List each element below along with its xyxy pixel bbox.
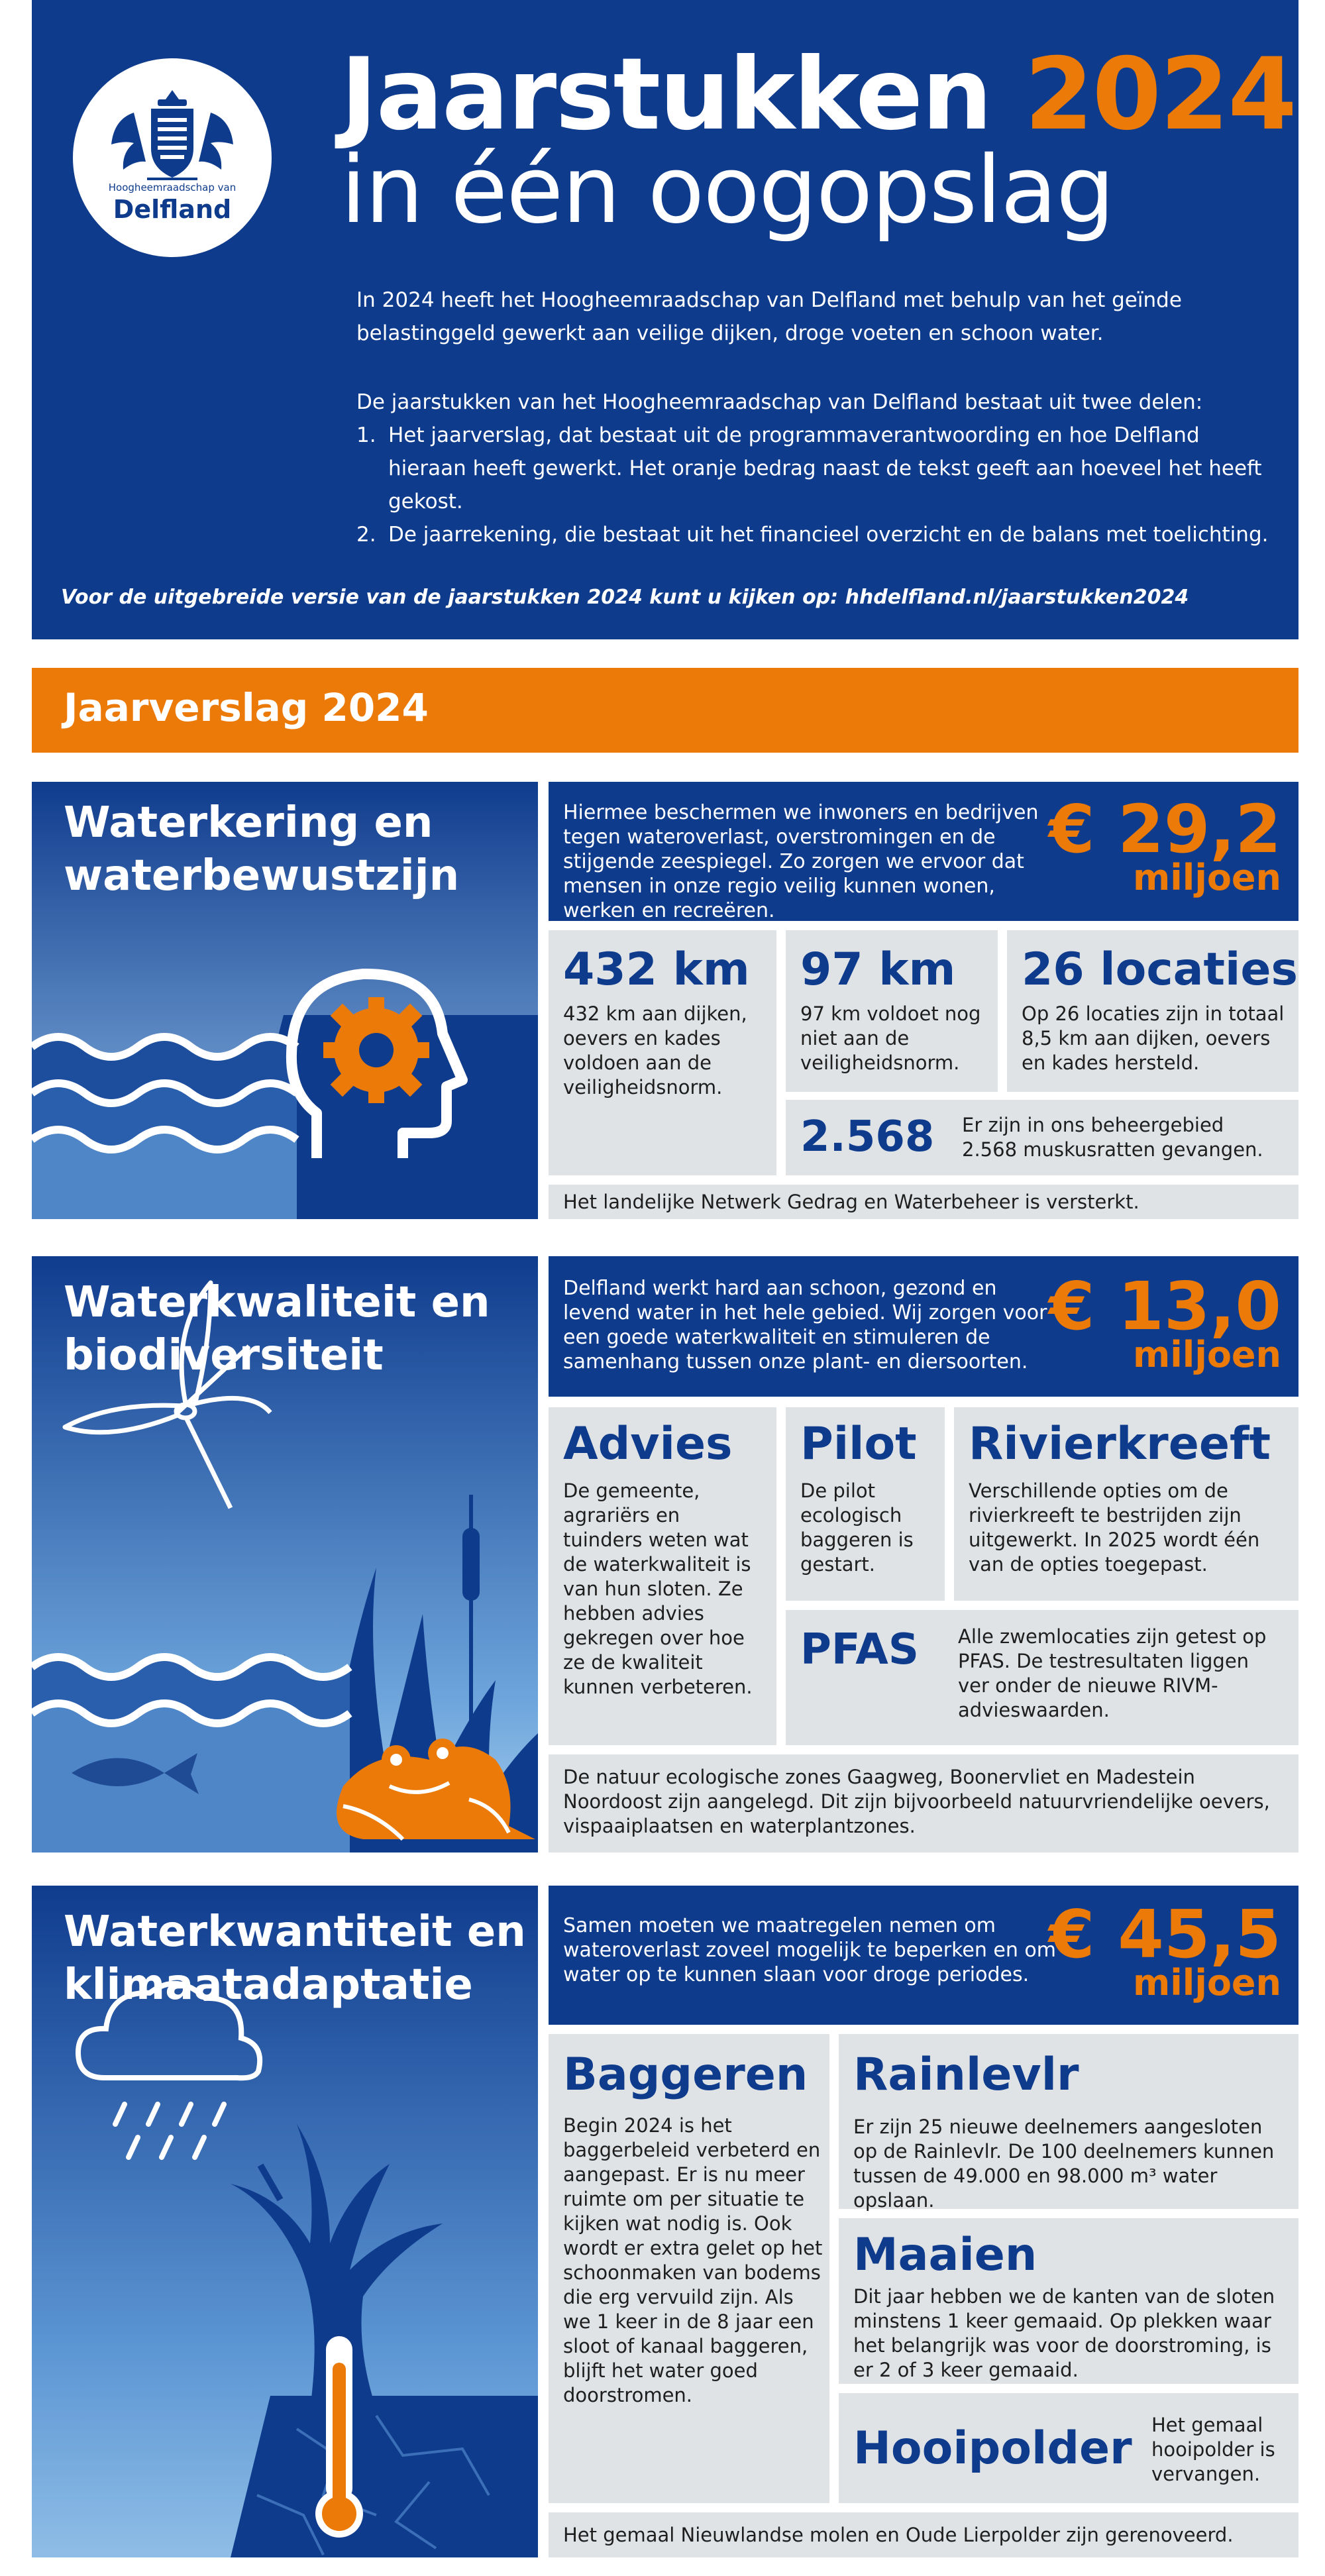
section-footer-text: De natuur ecologische zones Gaagweg, Boonervliet en Madestein Noordoost zijn aangelegd. Dit zijn bijvoorbeeld natuurvriendelijke oevers, vispaaiplaatsen en waterplantzones. (563, 1766, 1270, 1837)
section-title-line: Waterkering en (64, 798, 433, 847)
stat-text: Alle zwemlocaties zijn getest op PFAS. De testresultaten liggen ver onder de nieuwe RIVM-advieswaarden. (958, 1625, 1267, 1721)
section-intro-box (549, 782, 1298, 921)
intro-parts-lead: De jaarstukken van het Hoogheemraadschap van Delfland bestaat uit twee delen: (356, 390, 1203, 414)
delfland-logo (73, 58, 272, 257)
stat-card (839, 2034, 1298, 2212)
section-title (64, 1905, 526, 2012)
section-amount-unit: miljoen (1133, 1962, 1281, 2004)
logo-subtitle: Hoogheemraadschap van (108, 182, 237, 193)
full-version-link[interactable]: Voor de uitgebreide versie van de jaarstukken 2024 kunt u kijken op: hhdelfland.nl/jaarstukken2024 (61, 586, 1189, 609)
list-number: 1. (356, 423, 376, 447)
stat-text: De gemeente, agrariërs en tuinders weten wat de waterkwaliteit is van hun sloten. Ze hebben advies gekregen over hoe ze de kwaliteit kunnen verbeteren. (563, 1479, 753, 1698)
stat-heading: 26 locaties (1022, 943, 1298, 996)
logo-name: Delfland (113, 195, 232, 224)
stat-heading: Hooipolder (853, 2422, 1132, 2475)
page-title (341, 37, 1296, 152)
section-intro-box (549, 1256, 1298, 1397)
stat-text: 97 km voldoet nog niet aan de veiligheidsnorm. (800, 1002, 981, 1074)
section-amount: € 29,2 (1048, 790, 1281, 868)
stat-text: 432 km aan dijken, oevers en kades voldoen aan de veiligheidsnorm. (563, 1002, 747, 1099)
section-title-line: Waterkwantiteit en (64, 1907, 526, 1957)
stat-card (786, 930, 998, 1092)
stat-card (786, 1610, 1298, 1745)
stat-heading: Baggeren (563, 2049, 808, 2101)
stat-text: Er zijn 25 nieuwe deelnemers aangesloten op de Rainlevlr. De 100 deelnemers kunnen tussen de 49.000 en 98.000 m³ water opslaan. (853, 2116, 1275, 2212)
delfland-crest-icon (73, 58, 272, 257)
page-subtitle: in één oogopslag (341, 136, 1114, 244)
list-text: Het jaarverslag, dat bestaat uit de programmaverantwoording en hoe Delfland hieraan heeft gewerkt. Het oranje bedrag naast de tekst geeft aan hoeveel het heeft gekost. (388, 423, 1262, 513)
header-panel (32, 0, 1298, 639)
jaarverslag-title: Jaarverslag 2024 (64, 685, 429, 730)
section-footer-text: Het gemaal Nieuwlandse molen en Oude Lierpolder zijn gerenoveerd. (563, 2524, 1234, 2546)
stat-text: Op 26 locaties zijn in totaal 8,5 km aan dijken, oevers en kades hersteld. (1022, 1002, 1285, 1074)
stat-text: Het gemaal hooipolder is vervangen. (1151, 2414, 1275, 2485)
stat-card (954, 1407, 1298, 1601)
section-title (64, 796, 459, 902)
section-amount-unit: miljoen (1133, 1334, 1281, 1375)
stat-card (839, 2393, 1298, 2503)
stat-card (786, 1407, 945, 1601)
stat-heading: Advies (563, 1418, 733, 1470)
stat-card (1007, 930, 1298, 1092)
section-title-line: biodiversiteit (64, 1331, 384, 1380)
stat-heading: Pilot (800, 1418, 917, 1470)
list-text: De jaarrekening, die bestaat uit het financieel overzicht en de balans met toelichting. (388, 523, 1269, 547)
section-intro-text: Delfland werkt hard aan schoon, gezond en levend water in het hele gebied. Wij zorgen voor een goede waterkwaliteit en stimuleren de samenhang tussen onze plant- en diersoorten. (563, 1277, 1047, 1373)
stat-text: Er zijn in ons beheergebied 2.568 muskusratten gevangen. (962, 1114, 1263, 1161)
section-footer (549, 2512, 1298, 2557)
section-title (64, 1276, 490, 1382)
stat-card (549, 2034, 829, 2503)
section-waterkering-illustration (32, 782, 538, 1219)
stat-heading: 432 km (563, 943, 750, 996)
stat-heading: Rainlevlr (853, 2049, 1079, 2101)
section-intro-text: Hiermee beschermen we inwoners en bedrijven tegen wateroverlast, overstromingen en de stijgende zeespiegel. Zo zorgen we ervoor dat mensen in onze regio veilig kunnen wonen, werken en recreëren. (563, 801, 1039, 922)
stat-heading: Rivierkreeft (969, 1418, 1271, 1470)
section-amount: € 45,5 (1048, 1896, 1281, 1973)
stat-text: De pilot ecologisch baggeren is gestart. (800, 1479, 914, 1576)
stat-heading: 2.568 (800, 1112, 935, 1161)
section-amount: € 13,0 (1048, 1267, 1281, 1345)
title-main: Jaarstukken (341, 37, 1025, 152)
stat-card (786, 1100, 1298, 1175)
stat-heading: Maaien (853, 2229, 1037, 2281)
wave-icon (32, 1037, 297, 1219)
section-footer (549, 1754, 1298, 1852)
stat-card (549, 1407, 776, 1745)
wave-icon (32, 1657, 350, 1852)
stat-card (549, 930, 776, 1175)
section-title-line: Waterkwaliteit en (64, 1278, 490, 1327)
title-year: 2024 (1024, 37, 1296, 152)
section-footer (549, 1185, 1298, 1219)
section-title-line: klimaatadaptatie (64, 1960, 473, 2010)
section-intro-text: Samen moeten we maatregelen nemen om wateroverlast zoveel mogelijk te beperken en om water op te kunnen slaan voor droge periodes. (563, 1914, 1056, 1986)
section-footer-text: Het landelijke Netwerk Gedrag en Waterbeheer is versterkt. (563, 1191, 1140, 1213)
section-waterkwaliteit-illustration (32, 1256, 538, 1852)
intro-paragraph: In 2024 heeft het Hoogheemraadschap van Delfland met behulp van het geïnde belastinggeld gewerkt aan veilige dijken, droge voeten en schoon water. (356, 288, 1182, 345)
section-waterkwantiteit-illustration (32, 1886, 538, 2557)
stat-card (839, 2218, 1298, 2384)
section-title-line: waterbewustzijn (64, 851, 460, 900)
stat-text: Dit jaar hebben we de kanten van de sloten minstens 1 keer gemaaid. Op plekken waar het belangrijk was voor de doorstroming, is er 2 of 3 keer gemaaid. (853, 2285, 1275, 2381)
stat-text: Verschillende opties om de rivierkreeft te bestrijden zijn uitgewerkt. In 2025 wordt één van de opties toegepast. (969, 1479, 1260, 1576)
jaarverslag-heading-bar (32, 668, 1298, 753)
stat-heading: PFAS (800, 1625, 919, 1674)
section-intro-box (549, 1886, 1298, 2025)
stat-text: Begin 2024 is het baggerbeleid verbeterd en aangepast. Er is nu meer ruimte om per situatie te kijken wat nodig is. Ook wordt er extra gelet op het schoonmaken van bodems die erg vervuild zijn. Als we 1 keer in de 8 jaar een sloot of kanaal baggeren, blijft het water goed doorstromen. (563, 2114, 823, 2406)
section-amount-unit: miljoen (1133, 857, 1281, 898)
stat-heading: 97 km (800, 943, 956, 996)
list-number: 2. (356, 523, 376, 547)
